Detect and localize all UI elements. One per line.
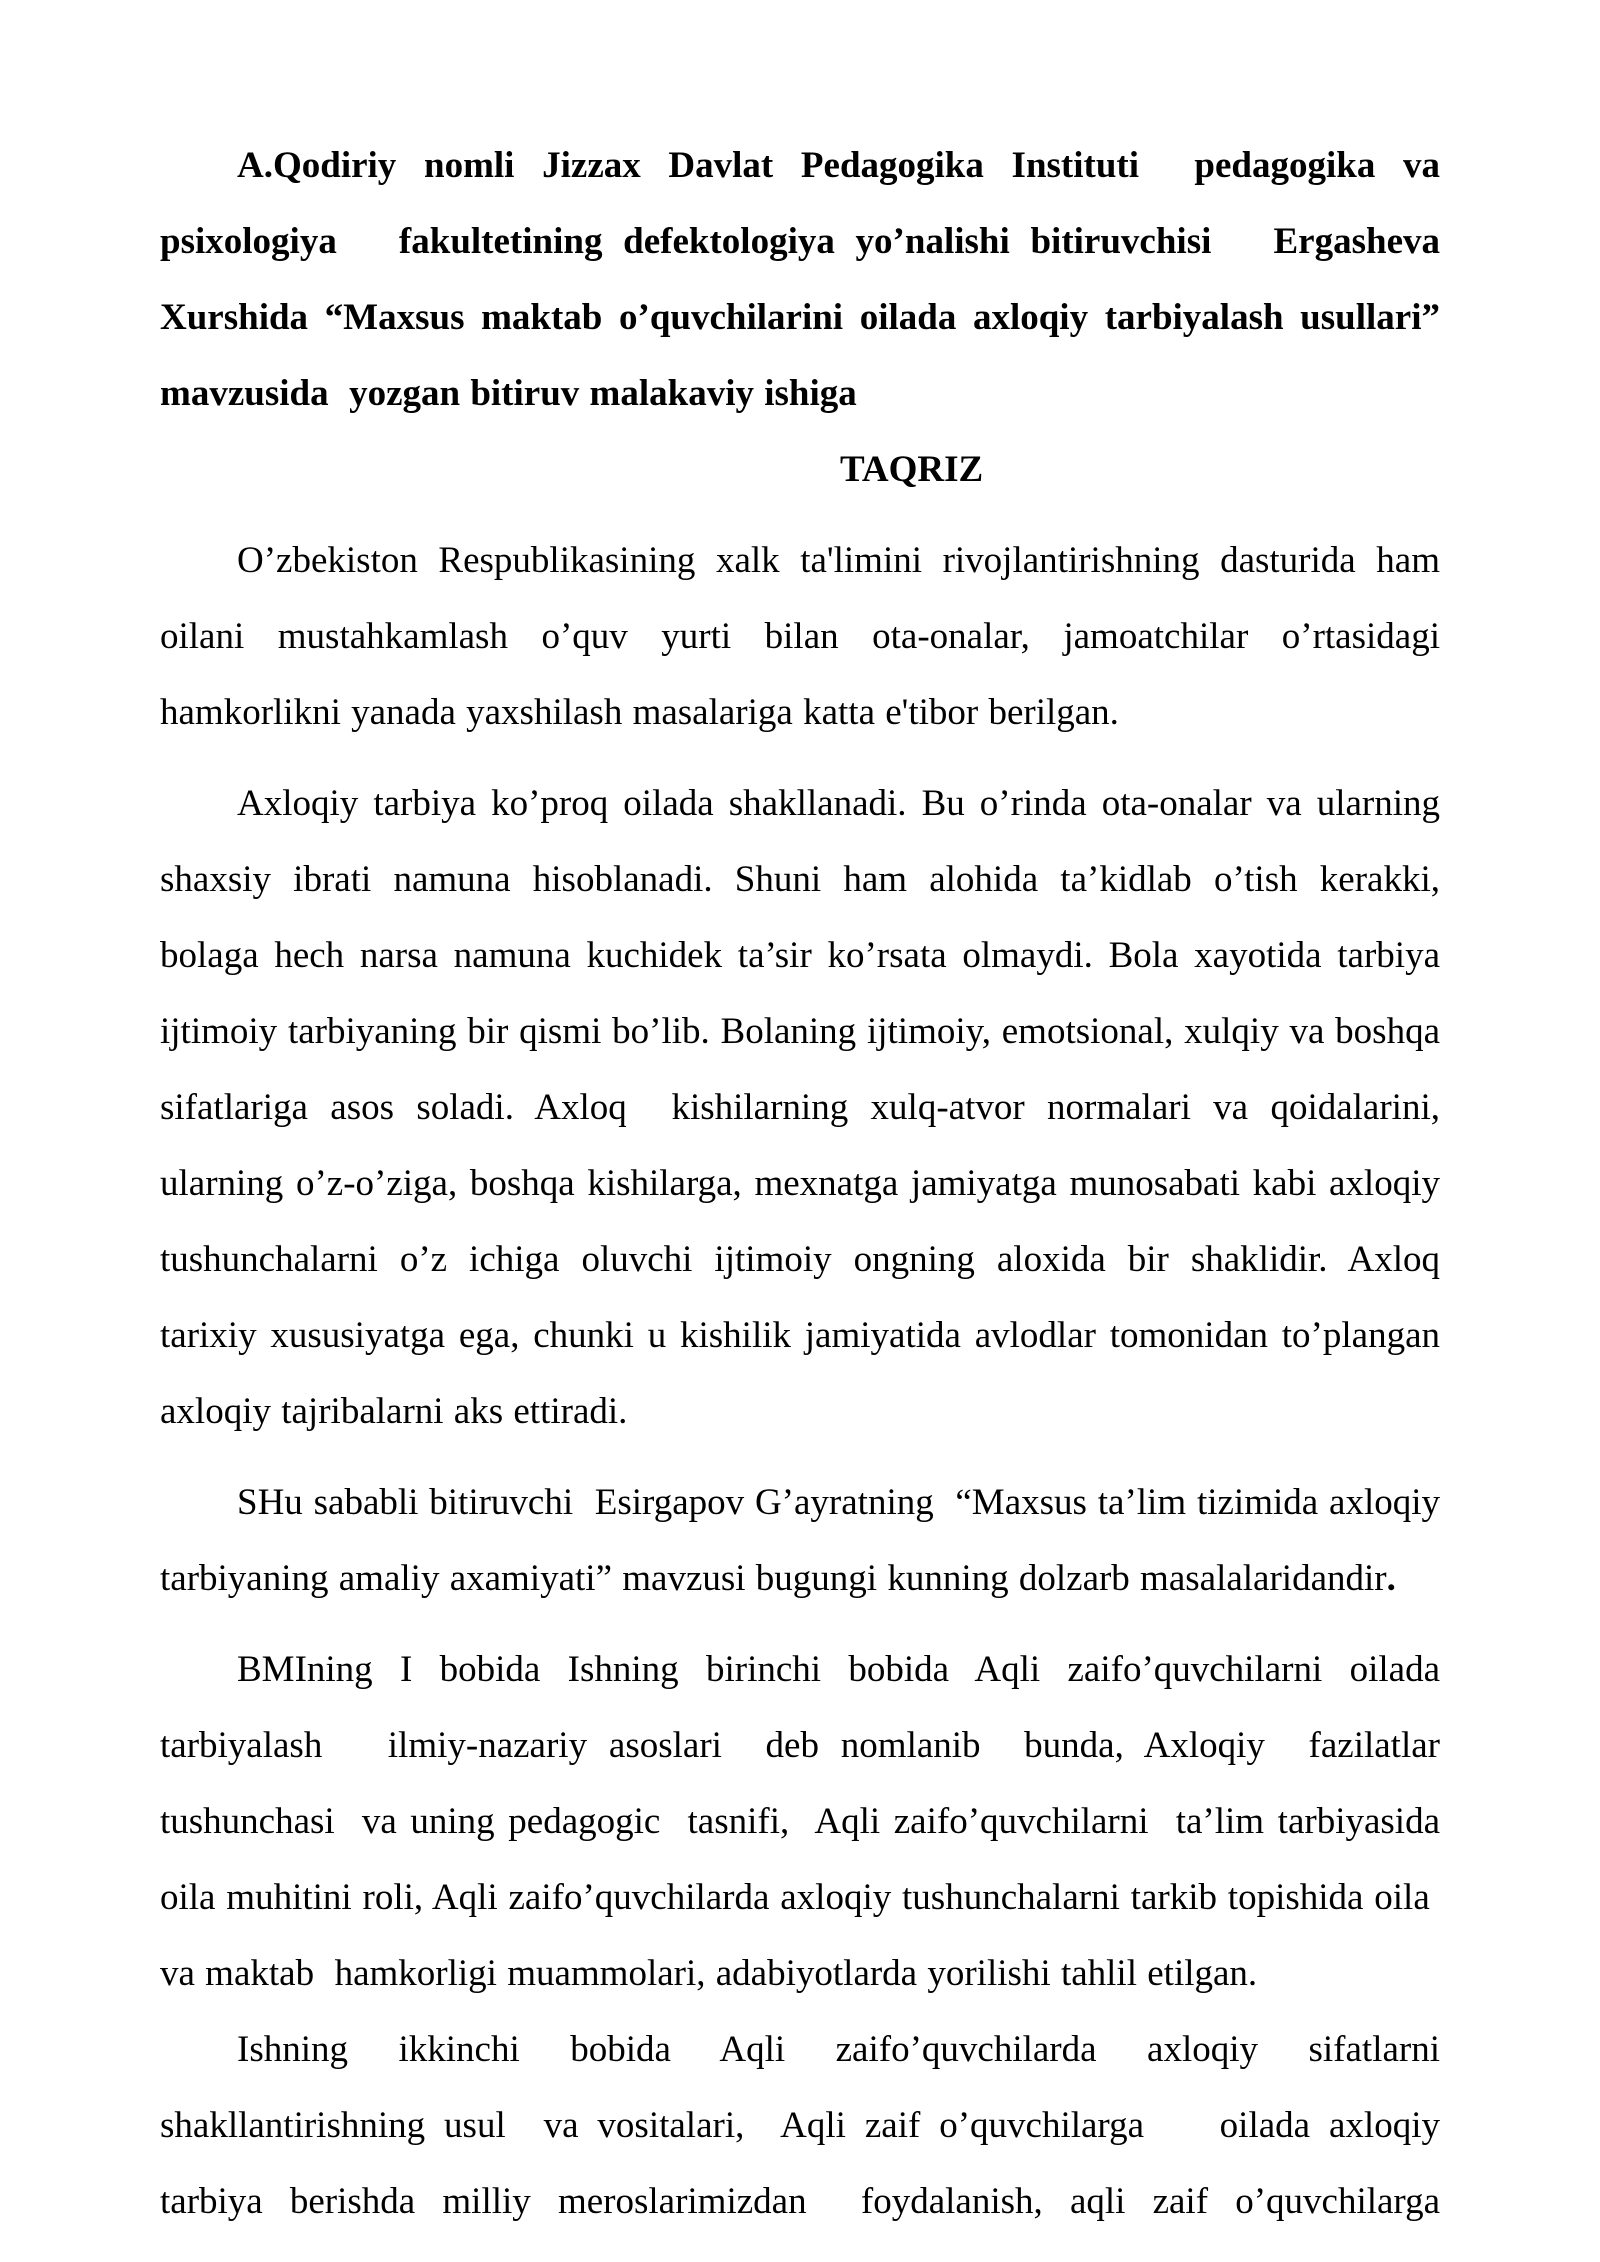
paragraph-relevance-bold-period: . <box>1386 1558 1396 1599</box>
paragraph-intro-text: O’zbekiston Respublikasining xalk ta'limini rivojlantirishning dasturida ham oilani mustahkamlash o’quv yurti bilan ota-onalar, jamoatchilar o’rtasidagi hamkorlikni yanada yaxshilash masalariga katta e'tibor berilgan. <box>160 540 1440 733</box>
review-title: TAQRIZ <box>840 449 984 490</box>
paragraph-chapter1 <box>160 1632 1440 2012</box>
paragraph-axloqiy-tarbiya <box>160 766 1440 1450</box>
paragraph-chapter2 <box>160 2012 1440 2240</box>
paragraph-relevance-text: SHu sababli bitiruvchi Esirgapov G’ayratning “Maxsus ta’lim tizimida axloqiy tarbiyaning amaliy axamiyati” mavzusi bugungi kunning dolzarb masalalaridandir <box>160 1482 1440 1599</box>
paragraph-intro <box>160 523 1440 751</box>
thesis-header: A.Qodiriy nomli Jizzax Davlat Pedagogika Instituti pedagogika va psixologiya fakultetining defektologiya yo’nalishi bitiruvchisi Ergasheva Xurshida “Maxsus maktab o’quvchilarini oilada axloqiy tarbiyalash usullari” mavzusida yozgan bitiruv malakaviy ishiga <box>160 145 1440 414</box>
paragraph-chapter1-text: BMIning I bobida Ishning birinchi bobida Aqli zaifo’quvchilarni oilada tarbiyalash ilmiy-nazariy asoslari deb nomlanib bunda, Axloqiy fazilatlar tushunchasi va uning pedagogic tasnifi, Aqli zaifo’quvchilarni ta’lim tarbiyasida oila muhitini roli, Aqli zaifo’quvchilarda axloqiy tushunchalarni tarkib topishida oila va maktab hamkorligi muammolari, adabiyotlarda yorilishi tahlil etilgan. <box>160 1649 1440 1994</box>
paragraph-chapter2-text: Ishning ikkinchi bobida Aqli zaifo’quvchilarda axloqiy sifatlarni shakllantirishning usul va vositalari, Aqli zaif o’quvchilarga oilada axloqiy tarbiya berishda milliy meroslarimizdan foydalanish, aqli zaif o’quvchilarga <box>160 2029 1440 2222</box>
paragraph-relevance <box>160 1465 1440 1617</box>
paragraph-axloqiy-tarbiya-text: Axloqiy tarbiya ko’proq oilada shakllanadi. Bu o’rinda ota-onalar va ularning shaxsiy ibrati namuna hisoblanadi. Shuni ham alohida ta’kidlab o’tish kerakki, bolaga hech narsa namuna kuchidek ta’sir ko’rsata olmaydi. Bola xayotida tarbiya ijtimoiy tarbiyaning bir qismi bo’lib. Bolaning ijtimoiy, emotsional, xulqiy va boshqa sifatlariga asos soladi. Axloq kishilarning xulq-atvor normalari va qoidalarini, ularning o’z-o’ziga, boshqa kishilarga, mexnatga jamiyatga munosabati kabi axloqiy tushunchalarni o’z ichiga oluvchi ijtimoiy ongning aloxida bir shaklidir. Axloq tarixiy xususiyatga ega, chunki u kishilik jamiyatida avlodlar tomonidan to’plangan axloqiy tajribalarni aks ettiradi. <box>160 783 1440 1432</box>
